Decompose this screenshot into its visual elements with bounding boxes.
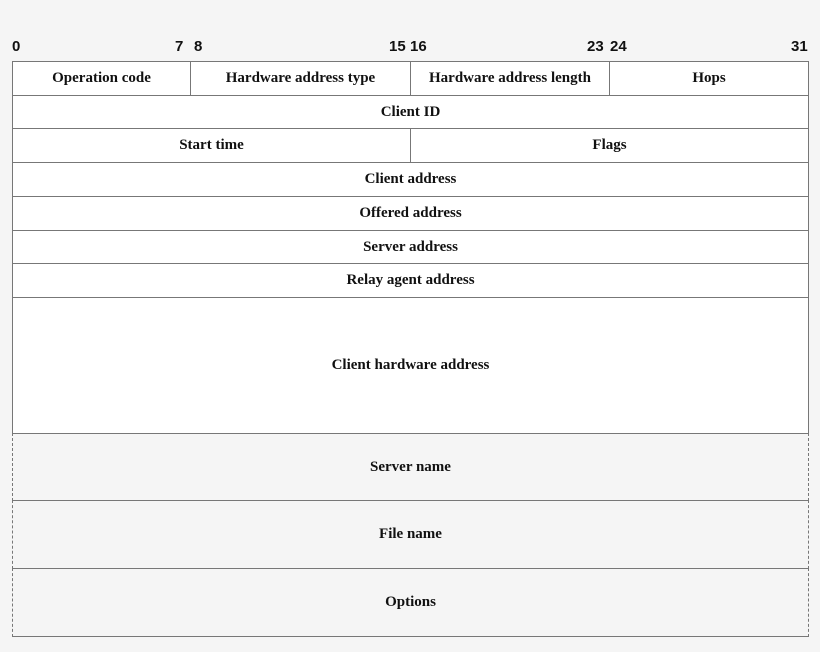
bit-label-15: 15 [389,38,406,55]
field-offered-address: Offered address [12,196,809,231]
field-start-time: Start time [12,128,411,163]
field-hardware-address-length: Hardware address length [410,61,610,96]
bit-label-8: 8 [194,38,203,55]
field-server-name: Server name [12,433,809,501]
field-operation-code: Operation code [12,61,191,96]
field-hops: Hops [609,61,809,96]
bit-label-16: 16 [410,38,427,55]
field-hardware-address-type: Hardware address type [190,61,411,96]
field-client-hardware-address: Client hardware address [12,297,809,434]
field-file-name: File name [12,500,809,569]
field-client-id: Client ID [12,95,809,129]
field-flags: Flags [410,128,809,163]
field-client-address: Client address [12,162,809,197]
bit-label-7: 7 [175,38,184,55]
bit-label-23: 23 [587,38,604,55]
bit-label-0: 0 [12,38,21,55]
bit-label-24: 24 [610,38,627,55]
field-server-address: Server address [12,230,809,264]
bit-label-31: 31 [791,38,808,55]
field-options: Options [12,568,809,637]
field-relay-agent-address: Relay agent address [12,263,809,298]
